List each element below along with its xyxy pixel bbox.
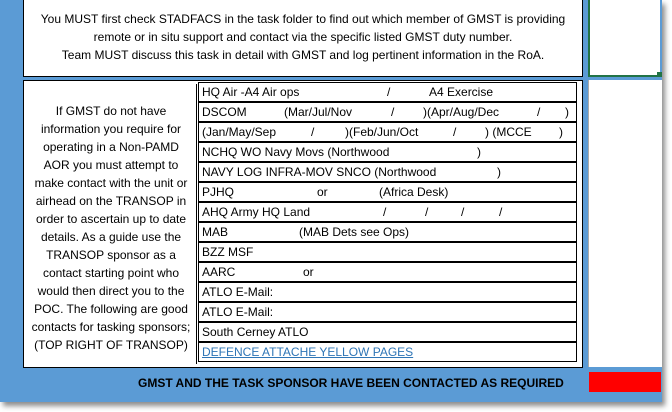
contact-row-atlo-email-1[interactable]	[198, 282, 577, 302]
cell-text: /	[311, 125, 315, 139]
cell-text: /	[387, 85, 391, 99]
guide-line: details. As a guide use the	[40, 230, 182, 244]
cell-text: )	[477, 145, 481, 159]
contact-row-dscom-months[interactable]	[198, 122, 577, 142]
contact-row-mab[interactable]	[198, 222, 577, 242]
cell-text: /	[461, 205, 465, 219]
status-cell-column[interactable]	[588, 80, 662, 367]
cell-text: or	[317, 185, 328, 199]
cell-text: ATLO E-Mail:	[202, 285, 274, 299]
cell-text: )	[497, 165, 501, 179]
cell-text: (Africa Desk)	[379, 185, 449, 199]
status-indicator[interactable]	[589, 372, 661, 392]
contact-row-bzz-msf[interactable]	[198, 242, 577, 262]
cell-text: )	[565, 105, 569, 119]
instructions-box	[23, 0, 583, 77]
contact-row-ahq[interactable]	[198, 202, 577, 222]
cell-text: )	[559, 125, 563, 139]
contact-row-hq-air[interactable]	[198, 82, 577, 102]
cell-text: (Mar/Jul/Nov	[284, 105, 353, 119]
contact-row-nchq[interactable]	[198, 142, 577, 162]
cell-text: /	[383, 205, 387, 219]
guide-line: contact starting point who	[42, 266, 180, 280]
cell-text: AARC	[202, 265, 236, 279]
cell-text: /	[425, 205, 429, 219]
guide-line: information you require for	[40, 122, 182, 136]
guide-line: operating in a Non-PAMD	[43, 140, 179, 154]
guide-line: (TOP RIGHT OF TRANSOP)	[34, 338, 188, 352]
cell-text: MAB	[202, 225, 229, 239]
defence-attache-link[interactable]: DEFENCE ATTACHE YELLOW PAGES	[202, 345, 414, 359]
cell-text: NCHQ WO Navy Movs (Northwood	[202, 145, 390, 159]
cell-text: HQ Air -A4 Air ops	[202, 85, 300, 99]
instruction-line-1: You MUST first check STADFACS in the task folder to find out which member of GMST is providing	[40, 12, 566, 26]
guide-line: airhead on the TRANSOP in	[35, 194, 187, 208]
guide-line: order to ascertain up to date	[35, 212, 187, 226]
guide-line: make contact with the unit or	[34, 176, 188, 190]
cell-text: /	[391, 105, 395, 119]
instruction-line-2: remote or in situ support and contact via the specific listed GMST duty number.	[93, 30, 513, 44]
guide-line: TRANSOP sponsor as a	[46, 248, 176, 262]
cell-text: )(Feb/Jun/Oct	[345, 125, 419, 139]
selected-cell[interactable]	[588, 0, 660, 77]
cell-text: PJHQ	[202, 185, 235, 199]
guide-line: If GMST do not have	[55, 104, 167, 118]
cell-text: /	[499, 205, 503, 219]
guide-line: would then direct you to the	[37, 284, 185, 298]
cell-text: A4 Exercise	[429, 85, 494, 99]
contact-row-pjhq[interactable]	[198, 182, 577, 202]
cell-text: /	[453, 125, 457, 139]
guide-line: contacts for tasking sponsors;	[31, 320, 191, 334]
cell-text: or	[303, 265, 314, 279]
instruction-line-3: Team MUST discuss this task in detail with GMST and log pertinent information in the RoA.	[61, 48, 545, 62]
cell-text: ATLO E-Mail:	[202, 305, 274, 319]
cell-text: BZZ MSF	[202, 245, 254, 259]
cell-text: DSCOM	[202, 105, 247, 119]
contact-confirmation-label: GMST AND THE TASK SPONSOR HAVE BEEN CONTACTED AS REQUIRED	[138, 376, 564, 390]
guide-line: POC. The following are good	[34, 302, 188, 316]
contact-row-atlo-email-2[interactable]	[198, 302, 577, 322]
cell-text: )(Apr/Aug/Dec	[423, 105, 500, 119]
contact-row-defence-attache[interactable]	[198, 342, 577, 362]
cell-text: South Cerney ATLO	[202, 325, 309, 339]
cell-text: AHQ Army HQ Land	[202, 205, 311, 219]
contact-row-south-cerney[interactable]	[198, 322, 577, 342]
contact-row-dscom[interactable]	[198, 102, 577, 122]
cell-text: ) (MCCE	[485, 125, 532, 139]
guide-line: AOR you must attempt to	[43, 158, 179, 172]
fill-handle[interactable]	[657, 72, 662, 77]
contact-row-aarc[interactable]	[198, 262, 577, 282]
cell-text: NAVY LOG INFRA-MOV SNCO (Northwood	[202, 165, 437, 179]
cell-text: /	[537, 105, 541, 119]
contact-row-navy-log[interactable]	[198, 162, 577, 182]
cell-text: (Jan/May/Sep	[202, 125, 277, 139]
guide-text	[26, 84, 197, 364]
cell-text: (MAB Dets see Ops)	[299, 225, 410, 239]
